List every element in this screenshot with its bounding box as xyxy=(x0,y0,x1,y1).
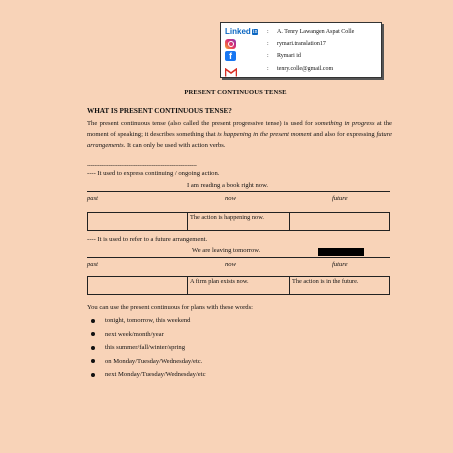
colon: : xyxy=(267,52,269,59)
document-page xyxy=(70,10,401,440)
use1-timeline-table xyxy=(87,212,390,231)
instagram-icon[interactable] xyxy=(225,39,236,49)
use2-example: We are leaving tomorrow. xyxy=(192,247,261,254)
bullet-icon xyxy=(91,346,95,350)
use2-label-past: past xyxy=(87,261,98,268)
use2-timeline-table xyxy=(87,276,390,295)
section-heading: WHAT IS PRESENT CONTINUOUS TENSE? xyxy=(87,107,232,115)
use1-cell-past xyxy=(88,213,188,230)
page-title: PRESENT CONTINUOUS TENSE xyxy=(184,89,287,96)
contact-card xyxy=(220,22,382,78)
use2-note: ---- It is used to refer to a future arrangement. xyxy=(87,236,208,243)
bullet-icon xyxy=(91,332,95,336)
list-item: next week/month/year xyxy=(87,328,206,342)
facebook-row xyxy=(225,50,301,61)
use2-cell-future: The action is in the future. xyxy=(290,277,390,294)
list-item: tonight, tomorrow, this weekend xyxy=(87,314,206,328)
time-expression-list xyxy=(87,314,206,382)
use1-example: I am reading a book right now. xyxy=(187,182,269,189)
colon: : xyxy=(267,40,269,47)
email-address: tenry.colle@gmail.com xyxy=(277,65,334,72)
use1-cell-now: The action is happening now. xyxy=(188,213,290,230)
use2-cell-past xyxy=(88,277,188,294)
bullet-icon xyxy=(91,359,95,363)
list-intro: You can use the present continuous for plans with these words: xyxy=(87,304,253,311)
instagram-handle: rymari.translation17 xyxy=(277,40,326,47)
use1-label-now: now xyxy=(225,195,236,202)
email-row xyxy=(225,63,334,74)
use2-label-future: future xyxy=(332,261,348,268)
dashed-separator: ------------------------------------------------------------- xyxy=(87,163,197,169)
use1-timeline-rule xyxy=(87,191,390,192)
list-item: this summer/fall/winter/spring xyxy=(87,341,206,355)
use1-label-past: past xyxy=(87,195,98,202)
use2-label-now: now xyxy=(225,261,236,268)
facebook-icon[interactable]: f xyxy=(225,51,236,61)
use2-timeline-rule xyxy=(87,257,390,258)
author-name: A. Tenry Lawangen Aspat Colle xyxy=(277,28,355,35)
redaction-bar xyxy=(318,248,364,256)
use1-cell-future xyxy=(290,213,390,230)
use2-cell-now: A firm plan exists now. xyxy=(188,277,290,294)
list-item: next Monday/Tuesday/Wednesday/etc xyxy=(87,368,206,382)
use1-note: ---- It used to express continuing / ongoing action. xyxy=(87,170,220,177)
definition-paragraph: The present continuous tense (also called the present progressive tense) is used for something in progress at the moment of speaking; it describes something that is happening in the present moment and also for expressing future arrangements. It can only be used with action verbs. xyxy=(87,120,392,149)
use1-label-future: future xyxy=(332,195,348,202)
colon: : xyxy=(267,28,269,35)
colon: : xyxy=(267,65,269,72)
bullet-icon xyxy=(91,319,95,323)
linkedin-row xyxy=(225,26,355,37)
facebook-name: Rymari id xyxy=(277,52,301,59)
linkedin-icon[interactable]: Linked in xyxy=(225,27,258,36)
gmail-icon[interactable] xyxy=(225,64,237,73)
list-item: on Monday/Tuesday/Wednesday/etc. xyxy=(87,355,206,369)
instagram-row xyxy=(225,38,326,49)
bullet-icon xyxy=(91,373,95,377)
